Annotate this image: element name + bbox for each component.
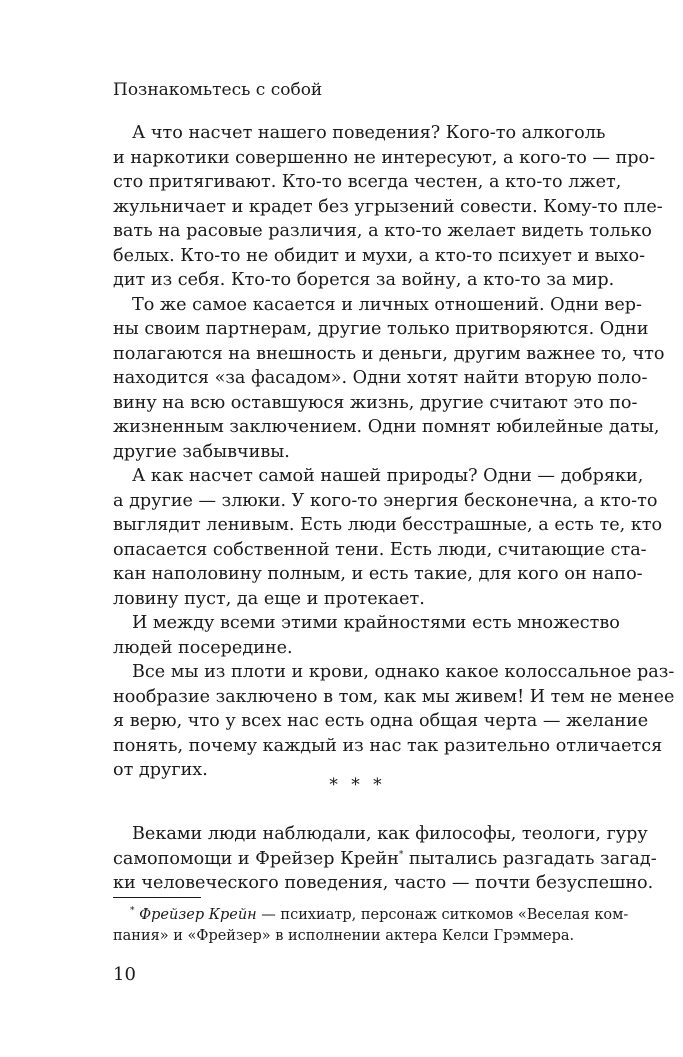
footnote-reference: * <box>398 849 404 860</box>
paragraph-1 <box>113 121 663 293</box>
text-segment: пытались разгадать загад- <box>403 848 657 869</box>
text-line: другие забывчивы. <box>113 441 290 462</box>
footnote-mark: * <box>130 906 135 917</box>
paragraph-6 <box>113 822 657 896</box>
text-line: ловину пуст, да еще и протекает. <box>113 588 425 609</box>
text-line: нообразие заключено в том, как мы живем! И тем не менее <box>113 686 675 707</box>
text-line: опасается собственной тени. Есть люди, считающие ста- <box>113 539 647 560</box>
footnote <box>113 905 629 947</box>
text-line: от других. <box>113 760 208 780</box>
footnote-line: пания» и «Фрейзер» в исполнении актера Келси Грэммера. <box>113 928 575 944</box>
section-separator: * * * <box>329 775 382 795</box>
paragraph-2 <box>113 293 665 465</box>
text-line: людей посередине. <box>113 637 293 658</box>
footnote-text: — психиатр, персонаж ситкомов «Веселая ком- <box>256 907 629 923</box>
text-line: и наркотики совершенно не интересуют, а кого-то — про- <box>113 147 656 168</box>
text-line: жизненным заключением. Одни помнят юбилейные даты, <box>113 417 660 437</box>
text-line: вину на всю оставшуюся жизнь, другие считают это по- <box>113 392 638 413</box>
text-line-with-footnote-ref <box>113 847 657 872</box>
paragraph-5 <box>113 660 675 783</box>
text-line: Все мы из плоти и крови, однако какое колоссальное раз- <box>132 662 675 682</box>
running-head: Познакомьтесь с собой <box>113 80 323 100</box>
text-line: ки человеческого поведения, часто — почти безуспешно. <box>113 873 654 893</box>
text-line: А как насчет самой нашей природы? Одни — добряки, <box>132 466 644 486</box>
text-line: сто притягивают. Кто-то всегда честен, а кто-то лжет, <box>113 172 622 192</box>
text-line: понять, почему каждый из нас так разительно отличается <box>113 735 663 756</box>
text-line: А что насчет нашего поведения? Кого-то алкоголь <box>132 123 606 143</box>
paragraph-3 <box>113 464 663 611</box>
footnote-rule <box>113 897 201 898</box>
text-line: выглядит ленивым. Есть люди бесстрашные, а есть те, кто <box>113 515 663 535</box>
page-number: 10 <box>113 964 136 985</box>
text-line: а другие — злюки. У кого-то энергия бесконечна, а кто-то <box>113 490 658 511</box>
text-line: я верю, что у всех нас есть одна общая черта — желание <box>113 711 649 731</box>
paragraph-4 <box>113 611 620 660</box>
text-line: ны своим партнерам, другие только притворяются. Одни <box>113 319 649 339</box>
text-segment: самопомощи и Фрейзер Крейн <box>113 848 399 869</box>
text-line: Веками люди наблюдали, как философы, теологи, гуру <box>132 824 648 844</box>
text-line: кан наполовину полным, и есть такие, для кого он напо- <box>113 564 643 584</box>
text-line: полагаются на внешность и деньги, другим важнее то, что <box>113 343 665 364</box>
text-line: находится «за фасадом». Одни хотят найти вторую поло- <box>113 368 648 388</box>
footnote-term: Фрейзер Крейн <box>139 907 257 923</box>
text-line: То же самое касается и личных отношений. Одни вер- <box>132 294 642 315</box>
text-line: вать на расовые различия, а кто-то желает видеть только <box>113 221 652 241</box>
footnote-line <box>113 905 629 926</box>
text-line: дит из себя. Кто-то борется за войну, а кто-то за мир. <box>113 270 615 290</box>
text-line: белых. Кто-то не обидит и мухи, а кто-то психует и выхо- <box>113 245 646 266</box>
text-line: И между всеми этими крайностями есть множество <box>132 613 620 633</box>
text-line: жульничает и крадет без угрызений совести. Кому-то пле- <box>113 196 663 217</box>
